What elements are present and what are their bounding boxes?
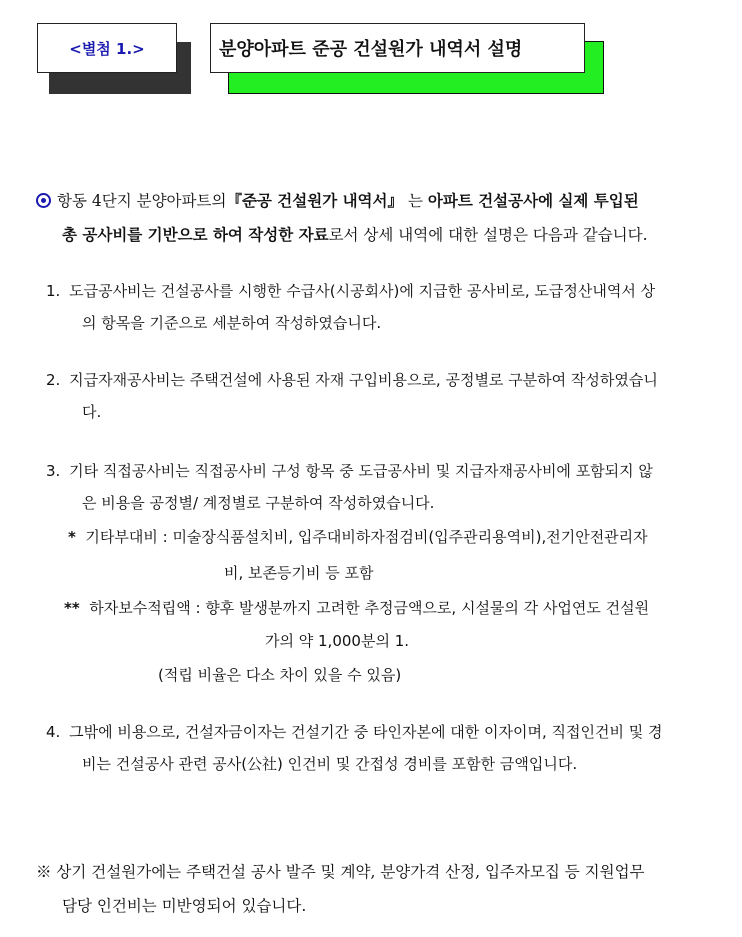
list-item-1 — [46, 275, 718, 339]
page-title: 분양아파트 준공 건설원가 내역서 설명 — [210, 23, 585, 73]
list-item-line2: 다. — [82, 403, 102, 421]
intro-text-2: 는 — [407, 192, 423, 210]
note-2-line2: 가의 약 1,000분의 1. — [265, 632, 410, 650]
list-item-line1: 그밖에 비용으로, 건설자금이자는 건설기간 중 타인자본에 대한 이자이며, 직접인건비 및 경 — [69, 723, 663, 741]
note-2-line3: (적립 비율은 다소 차이 있을 수 있음) — [158, 666, 402, 684]
circled-dot-icon — [36, 193, 51, 208]
intro-line-2 — [36, 218, 726, 252]
list-item-line2: 의 항목을 기준으로 세분하여 작성하였습니다. — [82, 314, 382, 332]
intro-paragraph — [36, 184, 726, 252]
note-1-line2: 비, 보존등기비 등 포함 — [224, 564, 374, 582]
list-item-3 — [46, 455, 718, 519]
list-item-number: 2. — [46, 371, 61, 389]
intro-quote: 『준공 건설원가 내역서』 — [226, 191, 404, 210]
attachment-label: <별첨 1.> — [37, 23, 177, 73]
note-1-line1: 기타부대비 : 미술장식품설치비, 입주대비하자점검비(입주관리용역비),전기안전관리자 — [85, 528, 648, 546]
intro-bold-2: 총 공사비를 기반으로 하여 작성한 자료 — [62, 225, 329, 244]
footer-line2: 담당 인건비는 미반영되어 있습니다. — [62, 897, 307, 915]
list-item-line1: 도급공사비는 건설공사를 시행한 수급사(시공회사)에 지급한 공사비로, 도급정산내역서 상 — [69, 282, 656, 300]
list-item-2 — [46, 364, 718, 428]
note-2-continued — [265, 625, 409, 657]
note-1-continued — [224, 557, 373, 589]
note-1-mark: * — [68, 528, 76, 546]
list-item-number: 4. — [46, 723, 61, 741]
note-1 — [68, 521, 648, 553]
list-item-number: 1. — [46, 282, 61, 300]
intro-bold-1: 아파트 건설공사에 실제 투입된 — [427, 191, 639, 210]
note-2-line1: 하자보수적립액 : 향후 발생분까지 고려한 추정금액으로, 시설물의 각 사업연도 건설원 — [89, 599, 650, 617]
note-2 — [64, 592, 649, 624]
note-2-remark — [158, 659, 401, 691]
note-2-mark: ** — [64, 599, 80, 617]
list-item-number: 3. — [46, 462, 61, 480]
list-item-line1: 지급자재공사비는 주택건설에 사용된 자재 구입비용으로, 공정별로 구분하여 작성하였습니 — [69, 371, 658, 389]
list-item-line2: 은 비용을 공정별/ 계정별로 구분하여 작성하였습니다. — [82, 494, 435, 512]
list-item-line2: 비는 건설공사 관련 공사(公社) 인건비 및 간접성 경비를 포함한 금액입니다. — [82, 755, 578, 773]
intro-text-1: 항동 4단지 분양아파트의 — [57, 192, 227, 210]
footer-line1: ※ 상기 건설원가에는 주택건설 공사 발주 및 계약, 분양가격 산정, 입주자모집 등 지원업무 — [36, 863, 645, 881]
list-item-4 — [46, 716, 718, 780]
intro-text-3: 로서 상세 내역에 대한 설명은 다음과 같습니다. — [328, 226, 648, 244]
list-item-line1: 기타 직접공사비는 직접공사비 구성 항목 중 도급공사비 및 지급자재공사비에 포함되지 않 — [69, 462, 653, 480]
footer-note — [36, 855, 726, 923]
